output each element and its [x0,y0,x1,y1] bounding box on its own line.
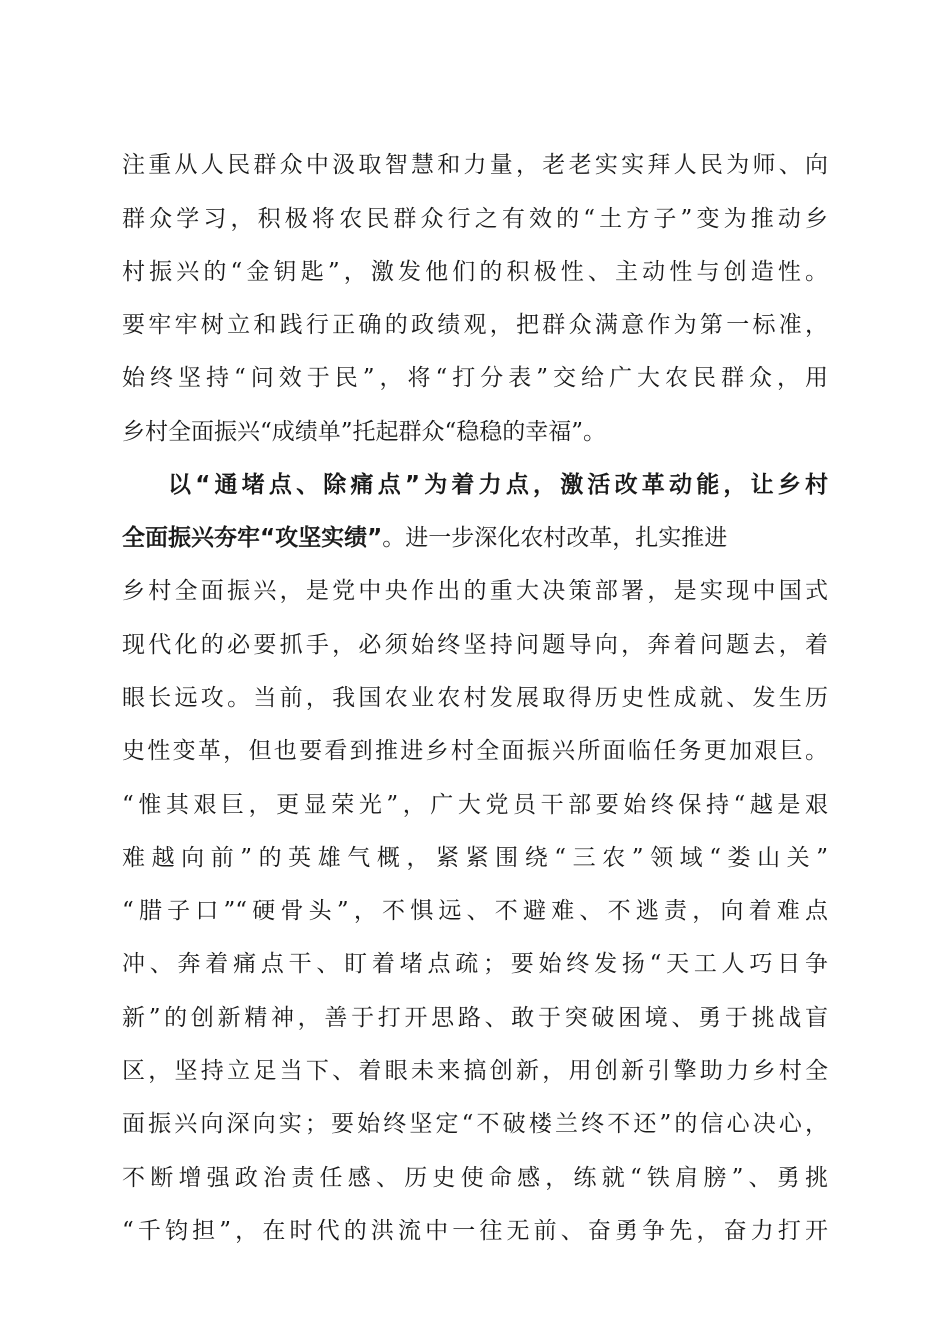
paragraph-line: 始终坚持“问效于民”，将“打分表”交给广大农民群众，用 [122,365,828,391]
paragraph-line: 史性变革，但也要看到推进乡村全面振兴所面临任务更加艰巨。 [122,738,828,764]
section-heading-line-with-text [122,520,828,556]
paragraph-line: 注重从人民群众中汲取智慧和力量，老老实实拜人民为师、向 [122,152,828,178]
paragraph-line: 村振兴的“金钥匙”，激发他们的积极性、主动性与创造性。 [122,259,828,285]
paragraph-line: 区，坚持立足当下、着眼未来搞创新，用创新引擎助力乡村全 [122,1058,828,1084]
paragraph-line: 面振兴向深向实；要始终坚定“不破楼兰终不还”的信心决心， [122,1111,828,1137]
paragraph-line: 难越向前”的英雄气概，紧紧围绕“三农”领域“娄山关” [122,845,828,871]
paragraph-line: 群众学习，积极将农民群众行之有效的“土方子”变为推动乡 [122,206,828,232]
paragraph-line: “腊子口”“硬骨头”，不惧远、不避难、不逃责，向着难点 [122,898,828,924]
paragraph-line: “千钧担”，在时代的洪流中一往无前、奋勇争先，奋力打开 [122,1218,828,1244]
paragraph-line: 新”的创新精神，善于打开思路、敢于突破困境、勇于挑战盲 [122,1005,828,1031]
paragraph-line: 要牢牢树立和践行正确的政绩观，把群众满意作为第一标准， [122,312,828,338]
paragraph-line: 现代化的必要抓手，必须始终坚持问题导向，奔着问题去，着 [122,632,828,658]
section-heading-line: 以“通堵点、除痛点”为着力点，激活改革动能，让乡村 [168,472,828,498]
paragraph-line: 乡村全面振兴“成绩单”托起群众“稳稳的幸福”。 [122,419,607,445]
paragraph-text-start: 。进一步深化农村改革，扎实推进 [382,525,728,551]
paragraph-line: “惟其艰巨，更显荣光”，广大党员干部要始终保持“越是艰 [122,792,828,818]
paragraph-line: 冲、奔着痛点干、盯着堵点疏；要始终发扬“天工人巧日争 [122,951,828,977]
paragraph-line: 眼长远攻。当前，我国农业农村发展取得历史性成就、发生历 [122,685,828,711]
paragraph-line: 乡村全面振兴，是党中央作出的重大决策部署，是实现中国式 [122,578,828,604]
section-heading-tail: 全面振兴夯牢“攻坚实绩” [122,525,383,551]
paragraph-line: 不断增强政治责任感、历史使命感，练就“铁肩膀”、勇挑 [122,1165,828,1191]
